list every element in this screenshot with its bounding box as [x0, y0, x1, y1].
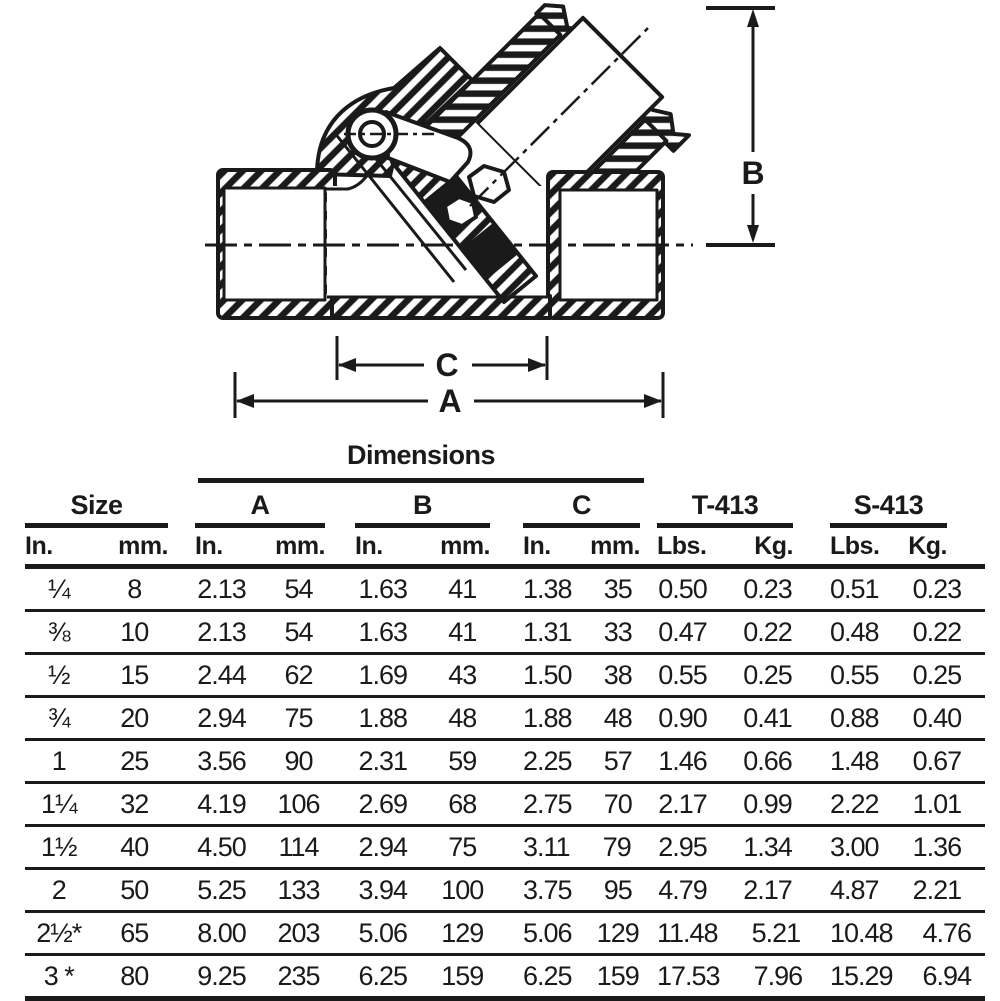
row-group [830, 827, 962, 867]
table-cell: 3.00 [830, 832, 879, 862]
table-cell: 1.63 [358, 617, 408, 647]
table-cell: 2.13 [197, 574, 246, 604]
table-row [25, 698, 985, 741]
row-group [657, 784, 793, 824]
table-cell: 75 [448, 832, 477, 862]
table-cell: 4.76 [922, 918, 972, 948]
subheader-label: In. [25, 532, 53, 560]
subheader-label: In. [523, 532, 551, 560]
table-cell: 95 [603, 875, 632, 905]
group-header-b: B [355, 490, 490, 528]
table-cell: 203 [277, 918, 320, 948]
dim-label-a: A [438, 383, 462, 419]
table-cell: 10 [120, 617, 149, 647]
table-cell: 1.36 [912, 832, 962, 862]
table-cell: 1.50 [523, 660, 572, 690]
group-header-a: A [195, 490, 325, 528]
table-title: Dimensions [198, 440, 644, 483]
table-cell: 1.38 [523, 574, 572, 604]
row-group [355, 913, 490, 953]
dimension-line-b [706, 8, 775, 245]
row-group [25, 956, 168, 996]
table-cell: 9.25 [197, 961, 246, 991]
table-cell: 100 [441, 875, 484, 905]
dim-label-b: B [741, 155, 765, 191]
table-cell: 48 [603, 703, 632, 733]
table-cell: 2.31 [358, 746, 408, 776]
dim-a-arrow-right [644, 394, 662, 408]
table-cell: 6.25 [358, 961, 408, 991]
table-cell: 57 [603, 746, 632, 776]
table-cell: 15 [120, 660, 149, 690]
row-group [830, 913, 972, 953]
row-group [523, 655, 640, 695]
table-cell: 3.11 [523, 832, 570, 862]
table-cell: 48 [448, 703, 477, 733]
table-cell: 54 [284, 617, 313, 647]
row-group [25, 698, 168, 738]
row-group [355, 612, 490, 652]
table-cell: 25 [120, 746, 149, 776]
table-cell: 11.48 [657, 918, 718, 948]
row-group [195, 827, 325, 867]
row-group [195, 741, 325, 781]
row-group [195, 655, 325, 695]
table-cell: 8 [127, 574, 142, 604]
valve-cross-section-drawing [0, 0, 1000, 432]
table-cell: 114 [278, 832, 319, 862]
table-cell: 159 [441, 961, 484, 991]
subheader-label: Lbs. [657, 532, 707, 560]
table-cell: 17.53 [657, 961, 720, 991]
table-cell: 235 [277, 961, 320, 991]
table-cell: 1.48 [830, 746, 879, 776]
table-cell: 15.29 [830, 961, 893, 991]
table-cell: 129 [441, 918, 484, 948]
row-group [25, 612, 168, 652]
row-group [25, 569, 168, 609]
dimensions-table [25, 440, 985, 1001]
table-cell: 7.96 [753, 961, 803, 991]
row-group [523, 827, 640, 867]
row-group [25, 870, 168, 910]
table-cell: 50 [120, 875, 149, 905]
dim-c-arrow-right [528, 358, 546, 372]
table-row [25, 784, 985, 827]
dimension-line-c [337, 336, 547, 383]
table-cell: 2.69 [358, 789, 408, 819]
table-cell: 6.94 [922, 961, 972, 991]
table-row [25, 870, 985, 913]
group-header-c: C [523, 490, 640, 528]
subheader-group [830, 528, 947, 564]
table-cell: 5.25 [197, 875, 246, 905]
table-cell: 79 [602, 832, 631, 862]
table-cell: 20 [120, 703, 149, 733]
table-cell: 1.34 [743, 832, 792, 862]
table-cell: 33 [603, 617, 632, 647]
table-row [25, 827, 985, 870]
dim-c-arrow-left [338, 358, 356, 372]
table-cell: 2.21 [912, 875, 962, 905]
table-cell: 1.01 [912, 789, 962, 819]
table-cell: 35 [603, 574, 632, 604]
row-group [830, 698, 962, 738]
dim-label-c: C [435, 347, 459, 383]
table-cell: 4.50 [197, 832, 246, 862]
table-cell: 0.22 [912, 617, 962, 647]
row-group [657, 827, 793, 867]
table-cell: 1.69 [358, 660, 408, 690]
table-cell: ⅜ [47, 617, 70, 647]
table-cell: 32 [120, 789, 149, 819]
table-row [25, 612, 985, 655]
table-cell: 3.56 [197, 746, 246, 776]
table-cell: 2.44 [197, 660, 246, 690]
row-group [657, 741, 793, 781]
row-group [830, 870, 962, 910]
subheader-label: Kg. [754, 532, 793, 560]
dim-b-arrow-down [747, 225, 759, 243]
subheader-label: mm. [118, 532, 168, 560]
subheader-label: mm. [275, 532, 325, 560]
table-cell: 2.17 [658, 789, 707, 819]
table-cell: 1.88 [523, 703, 572, 733]
table-cell: 62 [284, 660, 313, 690]
table-group-header-row [25, 490, 985, 528]
row-group [355, 870, 490, 910]
table-cell: 2.22 [830, 789, 879, 819]
table-cell: 75 [284, 703, 313, 733]
row-group [355, 741, 490, 781]
table-cell: 0.99 [743, 789, 792, 819]
table-cell: 0.41 [743, 703, 792, 733]
table-cell: 1.46 [658, 746, 707, 776]
subheader-group [657, 528, 793, 564]
row-group [523, 913, 640, 953]
table-cell: 2.94 [358, 832, 408, 862]
table-cell: 133 [277, 875, 320, 905]
table-row [25, 741, 985, 784]
subheader-label: mm. [440, 532, 490, 560]
row-group [657, 655, 793, 695]
subheader-label: In. [355, 532, 383, 560]
table-cell: 0.55 [658, 660, 707, 690]
table-cell: 54 [284, 574, 313, 604]
table-cell: 80 [120, 961, 149, 991]
table-cell: 1 [51, 746, 66, 776]
table-cell: 2 [51, 875, 66, 905]
subheader-label: Lbs. [830, 532, 880, 560]
row-group [25, 827, 168, 867]
table-cell: 0.25 [743, 660, 792, 690]
row-group [830, 569, 962, 609]
table-cell: 2.25 [523, 746, 572, 776]
table-cell: 2½* [36, 918, 82, 948]
table-cell: 106 [277, 789, 320, 819]
table-cell: 5.06 [358, 918, 408, 948]
row-group [830, 655, 962, 695]
group-header-t-413: T-413 [657, 490, 793, 528]
row-group [523, 870, 640, 910]
row-group [657, 956, 803, 996]
table-cell: 2.17 [743, 875, 792, 905]
table-cell: 1¼ [40, 789, 77, 819]
row-group [355, 698, 490, 738]
table-cell: 40 [120, 832, 149, 862]
table-cell: 4.79 [658, 875, 707, 905]
subheader-group [25, 528, 168, 564]
row-group [195, 569, 325, 609]
row-group [195, 784, 325, 824]
table-cell: 4.19 [197, 789, 246, 819]
row-group [523, 741, 640, 781]
row-group [355, 827, 490, 867]
table-cell: 90 [284, 746, 313, 776]
row-group [657, 913, 801, 953]
row-group [830, 612, 962, 652]
row-group [355, 569, 490, 609]
table-cell: 65 [120, 918, 149, 948]
row-group [25, 784, 168, 824]
table-cell: 3 * [43, 961, 74, 991]
table-cell: 2.13 [197, 617, 246, 647]
table-cell: 2.94 [197, 703, 246, 733]
table-row [25, 913, 985, 956]
table-cell: 0.48 [830, 617, 879, 647]
table-cell: 0.67 [912, 746, 962, 776]
row-group [523, 956, 640, 996]
table-subheader-row [25, 528, 985, 564]
table-cell: 70 [603, 789, 632, 819]
table-cell: 129 [596, 918, 639, 948]
row-group [355, 956, 490, 996]
row-group [195, 698, 325, 738]
table-cell: 0.47 [658, 617, 707, 647]
row-group [355, 655, 490, 695]
row-group [657, 698, 793, 738]
subheader-group [355, 528, 490, 564]
row-group [195, 870, 325, 910]
disc-nut-inner [445, 197, 476, 226]
table-cell: 41 [448, 574, 477, 604]
table-cell: 0.90 [658, 703, 707, 733]
table-cell: 2.75 [523, 789, 572, 819]
table-cell: 41 [448, 617, 477, 647]
row-group [355, 784, 490, 824]
table-cell: 0.23 [912, 574, 962, 604]
row-group [830, 956, 972, 996]
table-cell: 0.50 [658, 574, 707, 604]
table-cell: 0.40 [912, 703, 962, 733]
table-cell: 1.88 [358, 703, 408, 733]
table-row [25, 956, 985, 1001]
table-cell: 0.66 [743, 746, 792, 776]
table-cell: 0.23 [743, 574, 792, 604]
row-group [657, 870, 793, 910]
row-group [195, 612, 325, 652]
table-cell: 6.25 [523, 961, 572, 991]
table-row [25, 569, 985, 612]
row-group [195, 956, 325, 996]
dim-b-arrow-up [747, 9, 759, 27]
table-cell: 10.48 [830, 918, 893, 948]
subheader-label: In. [195, 532, 223, 560]
group-header-size: Size [25, 490, 168, 528]
table-body [25, 564, 985, 1001]
table-cell: 1.31 [523, 617, 572, 647]
subheader-label: Kg. [908, 532, 947, 560]
subheader-group [523, 528, 640, 564]
table-cell: 0.25 [912, 660, 962, 690]
table-cell: ¼ [47, 574, 70, 604]
table-cell: 1½ [40, 832, 77, 862]
table-row [25, 655, 985, 698]
table-cell: 0.22 [743, 617, 792, 647]
table-cell: 0.55 [830, 660, 879, 690]
row-group [523, 698, 640, 738]
table-cell: 4.87 [830, 875, 879, 905]
row-group [523, 612, 640, 652]
row-group [830, 741, 962, 781]
table-cell: 2.95 [658, 832, 707, 862]
table-cell: 5.21 [751, 918, 801, 948]
table-cell: 43 [448, 660, 477, 690]
table-cell: 68 [448, 789, 477, 819]
row-group [523, 569, 640, 609]
row-group [657, 569, 793, 609]
table-cell: 1.63 [358, 574, 408, 604]
row-group [657, 612, 793, 652]
subheader-group [195, 528, 325, 564]
subheader-label: mm. [590, 532, 640, 560]
body-bottom-wall [332, 296, 550, 318]
table-cell: 38 [603, 660, 632, 690]
table-cell: 3.75 [523, 875, 572, 905]
row-group [523, 784, 640, 824]
table-cell: ½ [47, 660, 70, 690]
table-cell: 159 [596, 961, 639, 991]
row-group [195, 913, 325, 953]
table-cell: ¾ [47, 703, 70, 733]
table-cell: 59 [448, 746, 477, 776]
table-cell: 3.94 [358, 875, 408, 905]
group-header-s-413: S-413 [830, 490, 947, 528]
table-cell: 5.06 [523, 918, 572, 948]
dim-a-arrow-left [236, 394, 254, 408]
table-cell: 0.88 [830, 703, 879, 733]
row-group [25, 741, 168, 781]
row-group [25, 913, 168, 953]
table-cell: 0.51 [830, 574, 879, 604]
row-group [830, 784, 962, 824]
row-group [25, 655, 168, 695]
table-cell: 8.00 [197, 918, 246, 948]
